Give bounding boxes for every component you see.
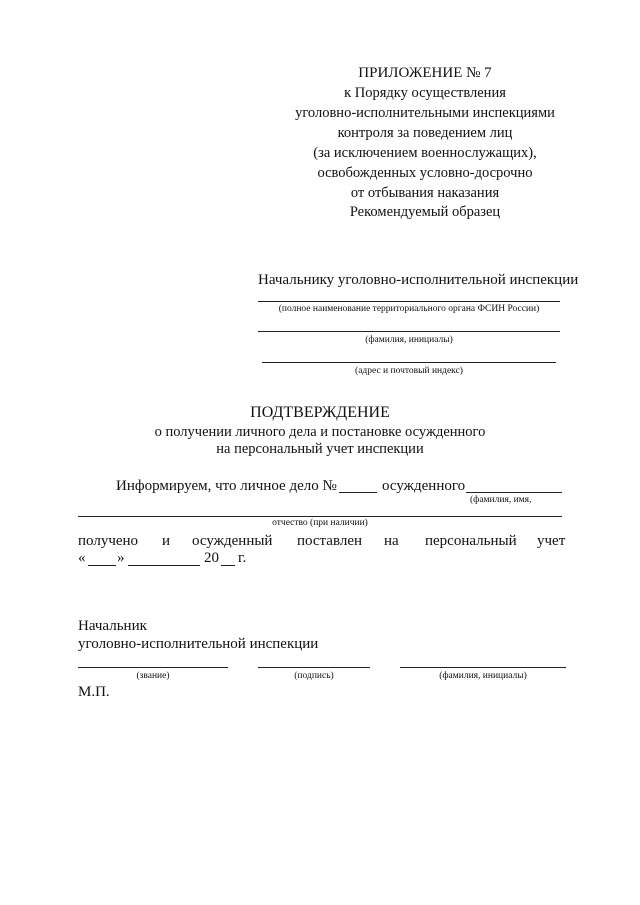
body-word: и (162, 533, 171, 549)
date-quote-open: « (78, 550, 86, 566)
month-line (128, 565, 200, 566)
document-subtitle-1: о получении личного дела и постановке осужденного (154, 424, 486, 440)
annex-line: (за исключением военнослужащих), (313, 145, 537, 161)
org-name-caption: (полное наименование территориального органа ФСИН России) (278, 304, 540, 314)
date-quote-close: » (117, 550, 125, 566)
signer-name-caption: (фамилия, инициалы) (439, 671, 527, 681)
org-name-line (258, 301, 560, 302)
sample-label: Рекомендуемый образец (349, 204, 501, 220)
case-number-line (339, 492, 377, 493)
annex-line: к Порядку осуществления (344, 85, 506, 101)
body-word: осужденный (192, 533, 273, 549)
patronymic-line (78, 516, 562, 517)
signer-role-1: Начальник (78, 618, 147, 634)
address-line (262, 362, 556, 363)
signature-caption: (подпись) (294, 671, 334, 681)
year-suffix: г. (238, 550, 247, 566)
annex-title: ПРИЛОЖЕНИЕ № 7 (358, 65, 492, 81)
addressee-to: Начальнику уголовно-исполнительной инспекции (258, 272, 579, 288)
inform-prefix: Информируем, что личное дело № (116, 478, 337, 494)
signature-line (258, 667, 370, 668)
annex-line: уголовно-исполнительными инспекциями (295, 105, 555, 121)
document-subtitle-2: на персональный учет инспекции (216, 441, 424, 457)
body-word: поставлен (297, 533, 363, 549)
annex-line: от отбывания наказания (350, 185, 500, 201)
rank-line (78, 667, 228, 668)
inform-convict: осужденного (382, 478, 466, 494)
addressee-name-caption: (фамилия, инициалы) (365, 335, 453, 345)
body-word: на (384, 533, 399, 549)
stamp-place: М.П. (78, 684, 110, 700)
signer-name-line (400, 667, 566, 668)
address-caption: (адрес и почтовый индекс) (355, 366, 463, 376)
body-word: персональный (425, 533, 517, 549)
year-prefix: 20 (204, 550, 219, 566)
annex-block (260, 63, 590, 203)
patronymic-caption: отчество (при наличии) (272, 518, 368, 528)
year-line (221, 565, 235, 566)
body-word: получено (78, 533, 139, 549)
convict-name-line (466, 492, 562, 493)
rank-caption: (звание) (136, 671, 170, 681)
annex-line: освобожденных условно-досрочно (317, 165, 533, 181)
addressee-name-line (258, 331, 560, 332)
name-caption: (фамилия, имя, (470, 495, 532, 505)
body-word: учет (537, 533, 566, 549)
document-title: ПОДТВЕРЖДЕНИЕ (250, 404, 390, 421)
annex-line: контроля за поведением лиц (337, 125, 513, 141)
signer-role-2: уголовно-исполнительной инспекции (78, 636, 319, 652)
day-line (88, 565, 116, 566)
